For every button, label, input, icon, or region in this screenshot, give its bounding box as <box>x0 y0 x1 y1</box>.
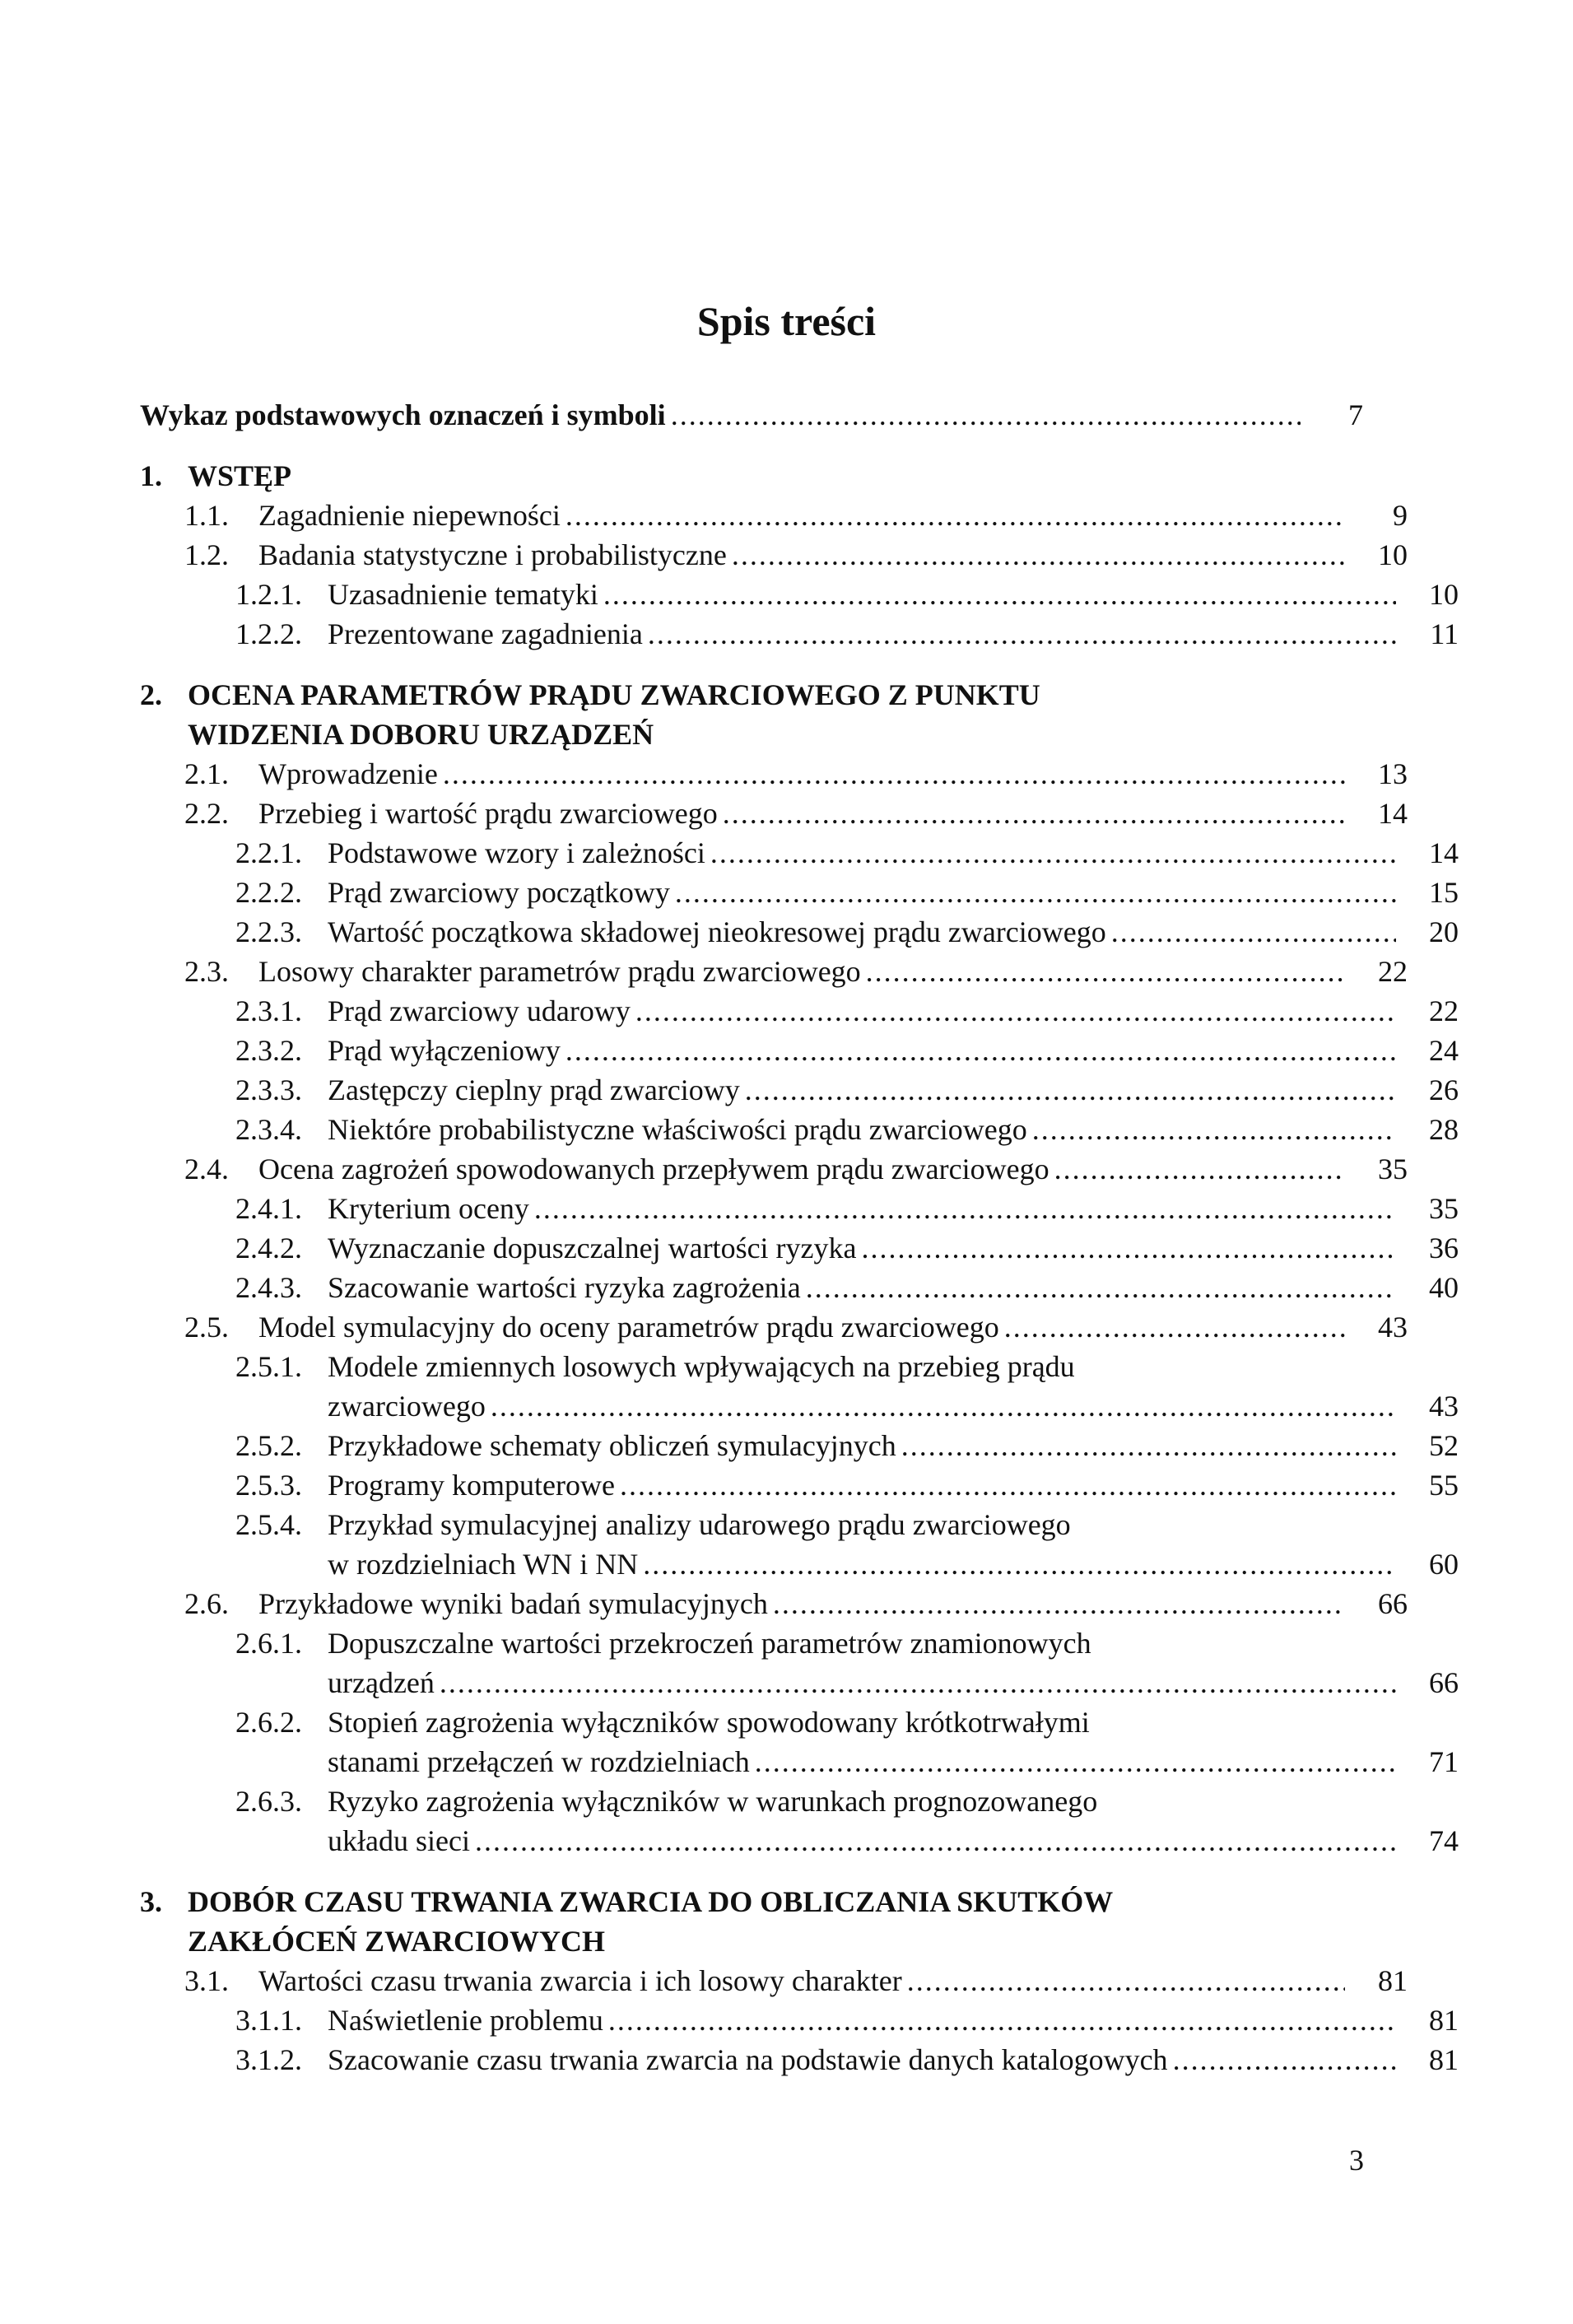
toc-entry-text: Niektóre probabilistyczne właściwości prądu zwarciowego <box>328 1113 1027 1146</box>
toc-entry <box>140 1307 1408 1347</box>
toc-entry-number: 3.1. <box>184 1964 229 1997</box>
toc-entry <box>140 1702 1459 1742</box>
toc-entry-text: Zastępczy cieplny prąd zwarciowy <box>328 1074 740 1106</box>
toc-chapter-2 <box>140 675 1363 715</box>
toc-entry-number: 2.1. <box>184 757 229 790</box>
toc-entry-page: 43 <box>1429 1390 1459 1423</box>
toc-entry-number: 2.2. <box>184 797 229 830</box>
toc-entry-number: 2.4.1. <box>235 1192 302 1225</box>
toc-leader-dots <box>723 794 1345 833</box>
toc-entry-text: Prezentowane zagadnienia <box>328 617 643 650</box>
toc-entry-text: Modele zmiennych losowych wpływających na przebieg prądu <box>328 1350 1075 1383</box>
toc-entry-text: Model symulacyjny do oceny parametrów prądu zwarciowego <box>258 1311 999 1344</box>
toc-entry-page: 52 <box>1429 1429 1459 1462</box>
toc-entry-number: 2.2.1. <box>235 836 302 869</box>
toc-chapter-3 <box>140 1882 1363 1921</box>
toc-entry-number: 1. <box>140 459 162 492</box>
toc-entry-number: 2.2.2. <box>235 876 302 909</box>
toc-entry-text: Prąd zwarciowy początkowy <box>328 876 670 909</box>
toc-entry-number: 2.5. <box>184 1311 229 1344</box>
toc-entry-number: 2.3. <box>184 955 229 988</box>
toc-entry-text: Przykład symulacyjnej analizy udarowego prądu zwarciowego <box>328 1508 1071 1541</box>
toc-entry-continued <box>140 1663 1459 1702</box>
toc-entry-text: Stopień zagrożenia wyłączników spowodowany krótkotrwałymi <box>328 1706 1090 1739</box>
toc-entry-page: 66 <box>1378 1587 1408 1620</box>
toc-entry-text: Przykładowe schematy obliczeń symulacyjnych <box>328 1429 896 1462</box>
toc-leader-dots <box>443 754 1345 794</box>
toc-leader-dots <box>603 575 1396 614</box>
toc-leader-dots <box>866 952 1345 991</box>
toc-entry-page: 71 <box>1429 1745 1459 1778</box>
toc-entry <box>140 614 1459 654</box>
toc-entry-text: Wprowadzenie <box>258 757 438 790</box>
toc-entry-page: 81 <box>1378 1964 1408 1997</box>
toc-entry-text: Przebieg i wartość prądu zwarciowego <box>258 797 718 830</box>
toc-entry <box>140 991 1459 1031</box>
toc-entry-page: 10 <box>1429 578 1459 611</box>
toc-entry-number: 2.4. <box>184 1153 229 1185</box>
toc-entry-text: Prąd wyłączeniowy <box>328 1034 561 1067</box>
toc-leader-dots <box>907 1961 1345 2000</box>
toc-entry-page: 35 <box>1378 1153 1408 1185</box>
toc-entry <box>140 1465 1459 1505</box>
toc-entry-page: 10 <box>1378 538 1408 571</box>
toc-leader-dots <box>608 2000 1396 2040</box>
toc-leader-dots <box>1054 1149 1345 1189</box>
toc-entry-page: 7 <box>1348 398 1363 431</box>
toc-entry <box>140 1031 1459 1070</box>
toc-entry <box>140 575 1459 614</box>
toc-entry <box>140 873 1459 912</box>
toc-entry-text: OCENA PARAMETRÓW PRĄDU ZWARCIOWEGO Z PUNKTU <box>188 678 1040 711</box>
toc-entry-text: Prąd zwarciowy udarowy <box>328 994 631 1027</box>
toc-entry-page: 15 <box>1429 876 1459 909</box>
toc-leader-dots <box>643 1544 1396 1584</box>
toc-entry-number: 3.1.1. <box>235 2004 302 2037</box>
toc-entry <box>140 1961 1408 2000</box>
toc-entry-page: 14 <box>1378 797 1408 830</box>
toc-leader-dots <box>773 1584 1345 1623</box>
toc-leader-dots <box>534 1189 1396 1228</box>
toc-leader-dots <box>635 991 1396 1031</box>
toc-entry <box>140 2040 1459 2079</box>
toc-entry-page: 40 <box>1429 1271 1459 1304</box>
toc-chapter-3-continued <box>140 1921 1363 1961</box>
toc-leader-dots <box>491 1386 1396 1426</box>
toc-entry-text: Badania statystyczne i probabilistyczne <box>258 538 727 571</box>
toc-leader-dots <box>1173 2040 1396 2079</box>
toc-entry-number: 1.2.2. <box>235 617 302 650</box>
toc-entry <box>140 1110 1459 1149</box>
toc-entry-page: 66 <box>1429 1666 1459 1699</box>
toc-entry-number: 2.3.3. <box>235 1074 302 1106</box>
toc-entry-number: 2.5.2. <box>235 1429 302 1462</box>
toc-leader-dots <box>755 1742 1396 1781</box>
table-of-contents <box>140 395 1459 2079</box>
toc-entry <box>140 1228 1459 1268</box>
toc-entry-number: 1.1. <box>184 499 229 532</box>
toc-entry <box>140 1070 1459 1110</box>
toc-entry <box>140 1584 1408 1623</box>
toc-leader-dots <box>745 1070 1396 1110</box>
toc-entry-number: 2.3.2. <box>235 1034 302 1067</box>
toc-entry-continued <box>140 1386 1459 1426</box>
toc-entry <box>140 1268 1459 1307</box>
toc-entry <box>140 1347 1459 1386</box>
toc-entry-number: 2.5.3. <box>235 1469 302 1502</box>
toc-entry-number: 2.5.4. <box>235 1508 302 1541</box>
toc-leader-dots <box>565 1031 1396 1070</box>
toc-entry-page: 28 <box>1429 1113 1459 1146</box>
toc-entry-page: 35 <box>1429 1192 1459 1225</box>
toc-entry-text: WIDZENIA DOBORU URZĄDZEŃ <box>188 718 654 751</box>
toc-entry-page: 55 <box>1429 1469 1459 1502</box>
toc-entry <box>140 1149 1408 1189</box>
toc-entry-text: Ryzyko zagrożenia wyłączników w warunkach prognozowanego <box>328 1785 1098 1818</box>
toc-leader-dots <box>620 1465 1396 1505</box>
toc-entry-page: 22 <box>1429 994 1459 1027</box>
toc-entry-page: 9 <box>1393 499 1408 532</box>
toc-entry-page: 24 <box>1429 1034 1459 1067</box>
toc-leader-dots <box>475 1821 1396 1861</box>
toc-leader-dots <box>1004 1307 1345 1347</box>
toc-entry-text: Naświetlenie problemu <box>328 2004 603 2037</box>
toc-entry <box>140 1781 1459 1821</box>
toc-entry-text: Szacowanie czasu trwania zwarcia na podstawie danych katalogowych <box>328 2043 1168 2076</box>
toc-entry-text: Uzasadnienie tematyki <box>328 578 598 611</box>
toc-leader-dots <box>565 496 1345 535</box>
toc-entry-number: 3. <box>140 1885 162 1918</box>
toc-entry-number: 2.5.1. <box>235 1350 302 1383</box>
toc-entry-continued <box>140 1821 1459 1861</box>
toc-entry-text: Dopuszczalne wartości przekroczeń parametrów znamionowych <box>328 1627 1091 1660</box>
toc-leader-dots <box>901 1426 1396 1465</box>
toc-entry-number: 2.3.4. <box>235 1113 302 1146</box>
toc-entry-number: 2.4.3. <box>235 1271 302 1304</box>
toc-entry-number: 1.2. <box>184 538 229 571</box>
toc-entry-text: Ocena zagrożeń spowodowanych przepływem prądu zwarciowego <box>258 1153 1049 1185</box>
toc-entry-text: Wykaz podstawowych oznaczeń i symboli <box>140 398 666 431</box>
toc-entry-page: 26 <box>1429 1074 1459 1106</box>
toc-entry <box>140 794 1408 833</box>
toc-entry-page: 74 <box>1429 1824 1459 1857</box>
toc-entry-number: 2.6.1. <box>235 1627 302 1660</box>
toc-leader-dots <box>440 1663 1396 1702</box>
toc-entry-text: Programy komputerowe <box>328 1469 615 1502</box>
toc-entry <box>140 1623 1459 1663</box>
toc-entry <box>140 1189 1459 1228</box>
toc-leader-dots <box>1111 912 1396 952</box>
toc-entry <box>140 952 1408 991</box>
toc-leader-dots <box>862 1228 1397 1268</box>
toc-leader-dots <box>806 1268 1396 1307</box>
toc-chapter-1 <box>140 456 1363 496</box>
toc-entry-number: 2.6.2. <box>235 1706 302 1739</box>
toc-entry-page: 81 <box>1429 2004 1459 2037</box>
toc-entry-text: Wartość początkowa składowej nieokresowej prądu zwarciowego <box>328 915 1106 948</box>
toc-entry-text: stanami przełączeń w rozdzielniach <box>328 1745 750 1778</box>
toc-entry-page: 20 <box>1429 915 1459 948</box>
toc-entry-text: Podstawowe wzory i zależności <box>328 836 705 869</box>
toc-entry-text: w rozdzielniach WN i NN <box>328 1548 639 1581</box>
toc-entry-continued <box>140 1742 1459 1781</box>
toc-entry <box>140 535 1408 575</box>
toc-entry <box>140 496 1408 535</box>
toc-entry-page: 60 <box>1429 1548 1459 1581</box>
toc-chapter-2-continued <box>140 715 1363 754</box>
toc-entry-number: 3.1.2. <box>235 2043 302 2076</box>
toc-leader-dots <box>1032 1110 1396 1149</box>
toc-entry <box>140 1426 1459 1465</box>
toc-entry-page: 13 <box>1378 757 1408 790</box>
toc-entry-text: urządzeń <box>328 1666 435 1699</box>
toc-entry-page: 22 <box>1378 955 1408 988</box>
toc-entry-text: Szacowanie wartości ryzyka zagrożenia <box>328 1271 801 1304</box>
toc-entry <box>140 2000 1459 2040</box>
toc-entry-number: 2. <box>140 678 162 711</box>
toc-leader-dots <box>675 873 1396 912</box>
toc-entry-text: DOBÓR CZASU TRWANIA ZWARCIA DO OBLICZANIA SKUTKÓW <box>188 1885 1114 1918</box>
toc-entry-page: 43 <box>1378 1311 1408 1344</box>
page-title: Spis treści <box>696 298 877 344</box>
toc-entry-text: układu sieci <box>328 1824 470 1857</box>
toc-entry-page: 36 <box>1429 1232 1459 1264</box>
toc-entry <box>140 833 1459 873</box>
toc-entry-number: 1.2.1. <box>235 578 302 611</box>
toc-entry-number: 2.3.1. <box>235 994 302 1027</box>
toc-entry-number: 2.4.2. <box>235 1232 302 1264</box>
toc-entry <box>140 912 1459 952</box>
toc-entry-page: 11 <box>1430 617 1459 650</box>
toc-entry-text: Zagadnienie niepewności <box>258 499 561 532</box>
toc-leader-dots <box>671 395 1301 435</box>
toc-entry <box>140 1505 1459 1544</box>
toc-entry-continued <box>140 1544 1459 1584</box>
toc-leader-dots <box>710 833 1396 873</box>
page-number: 3 <box>1349 2144 1364 2177</box>
toc-entry-text: Wyznaczanie dopuszczalnej wartości ryzyka <box>328 1232 857 1264</box>
toc-entry <box>140 754 1408 794</box>
toc-entry-page: 81 <box>1429 2043 1459 2076</box>
toc-entry-text: Przykładowe wyniki badań symulacyjnych <box>258 1587 768 1620</box>
toc-entry-page: 14 <box>1429 836 1459 869</box>
toc-leader-dots <box>648 614 1396 654</box>
toc-entry-text: zwarciowego <box>328 1390 486 1423</box>
toc-entry-text: WSTĘP <box>188 459 292 492</box>
toc-entry-text: Losowy charakter parametrów prądu zwarciowego <box>258 955 861 988</box>
toc-entry-symbols <box>140 395 1363 435</box>
toc-entry-number: 2.6. <box>184 1587 229 1620</box>
toc-entry-text: Wartości czasu trwania zwarcia i ich losowy charakter <box>258 1964 902 1997</box>
toc-leader-dots <box>732 535 1345 575</box>
toc-entry-text: ZAKŁÓCEŃ ZWARCIOWYCH <box>188 1925 606 1958</box>
toc-entry-number: 2.2.3. <box>235 915 302 948</box>
toc-entry-number: 2.6.3. <box>235 1785 302 1818</box>
toc-entry-text: Kryterium oceny <box>328 1192 529 1225</box>
